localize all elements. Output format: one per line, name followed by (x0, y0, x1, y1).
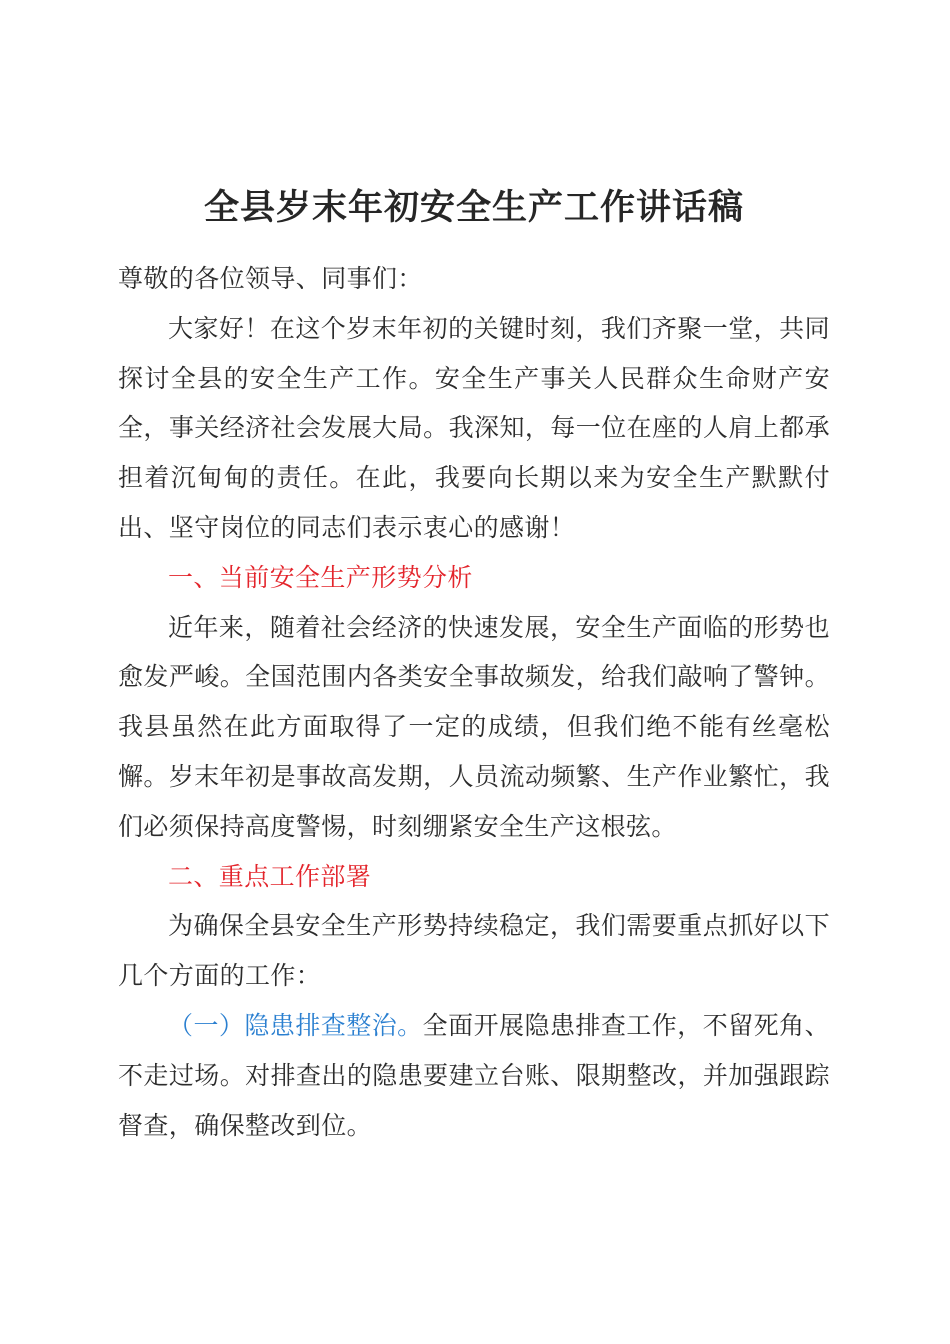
section-1-heading: 一、当前安全生产形势分析 (168, 562, 473, 592)
opening-paragraph: 大家好！在这个岁末年初的关键时刻，我们齐聚一堂，共同探讨全县的安全生产工作。安全生产事关人民群众生命财产安全，事关经济社会发展大局。我深知，每一位在座的人肩上都承担着沉甸甸的责任。在此，我要向长期以来为安全生产默默付出、坚守岗位的同志们表示衷心的感谢！ (118, 313, 830, 542)
section-1-paragraph: 近年来，随着社会经济的快速发展，安全生产面临的形势也愈发严峻。全国范围内各类安全事故频发，给我们敲响了警钟。我县虽然在此方面取得了一定的成绩，但我们绝不能有丝毫松懈。岁末年初是事故高发期，人员流动频繁、生产作业繁忙，我们必须保持高度警惕，时刻绷紧安全生产这根弦。 (118, 612, 830, 841)
item-1-paragraph (118, 1001, 830, 1150)
section-2-intro: 为确保全县安全生产形势持续稳定，我们需要重点抓好以下几个方面的工作： (118, 911, 830, 991)
salutation: 尊敬的各位领导、同事们： (118, 264, 423, 293)
item-1-body: 全面开展隐患排查工作，不留死角、不走过场。对排查出的隐患要建立台账、限期整改，并加强跟踪督查，确保整改到位。 (118, 1010, 830, 1140)
section-2-heading: 二、重点工作部署 (168, 861, 372, 891)
item-1-label: （一）隐患排查整治。 (168, 1010, 423, 1040)
document-title: 全县岁末年初安全生产工作讲话稿 (203, 188, 744, 228)
document-body (118, 254, 830, 1150)
